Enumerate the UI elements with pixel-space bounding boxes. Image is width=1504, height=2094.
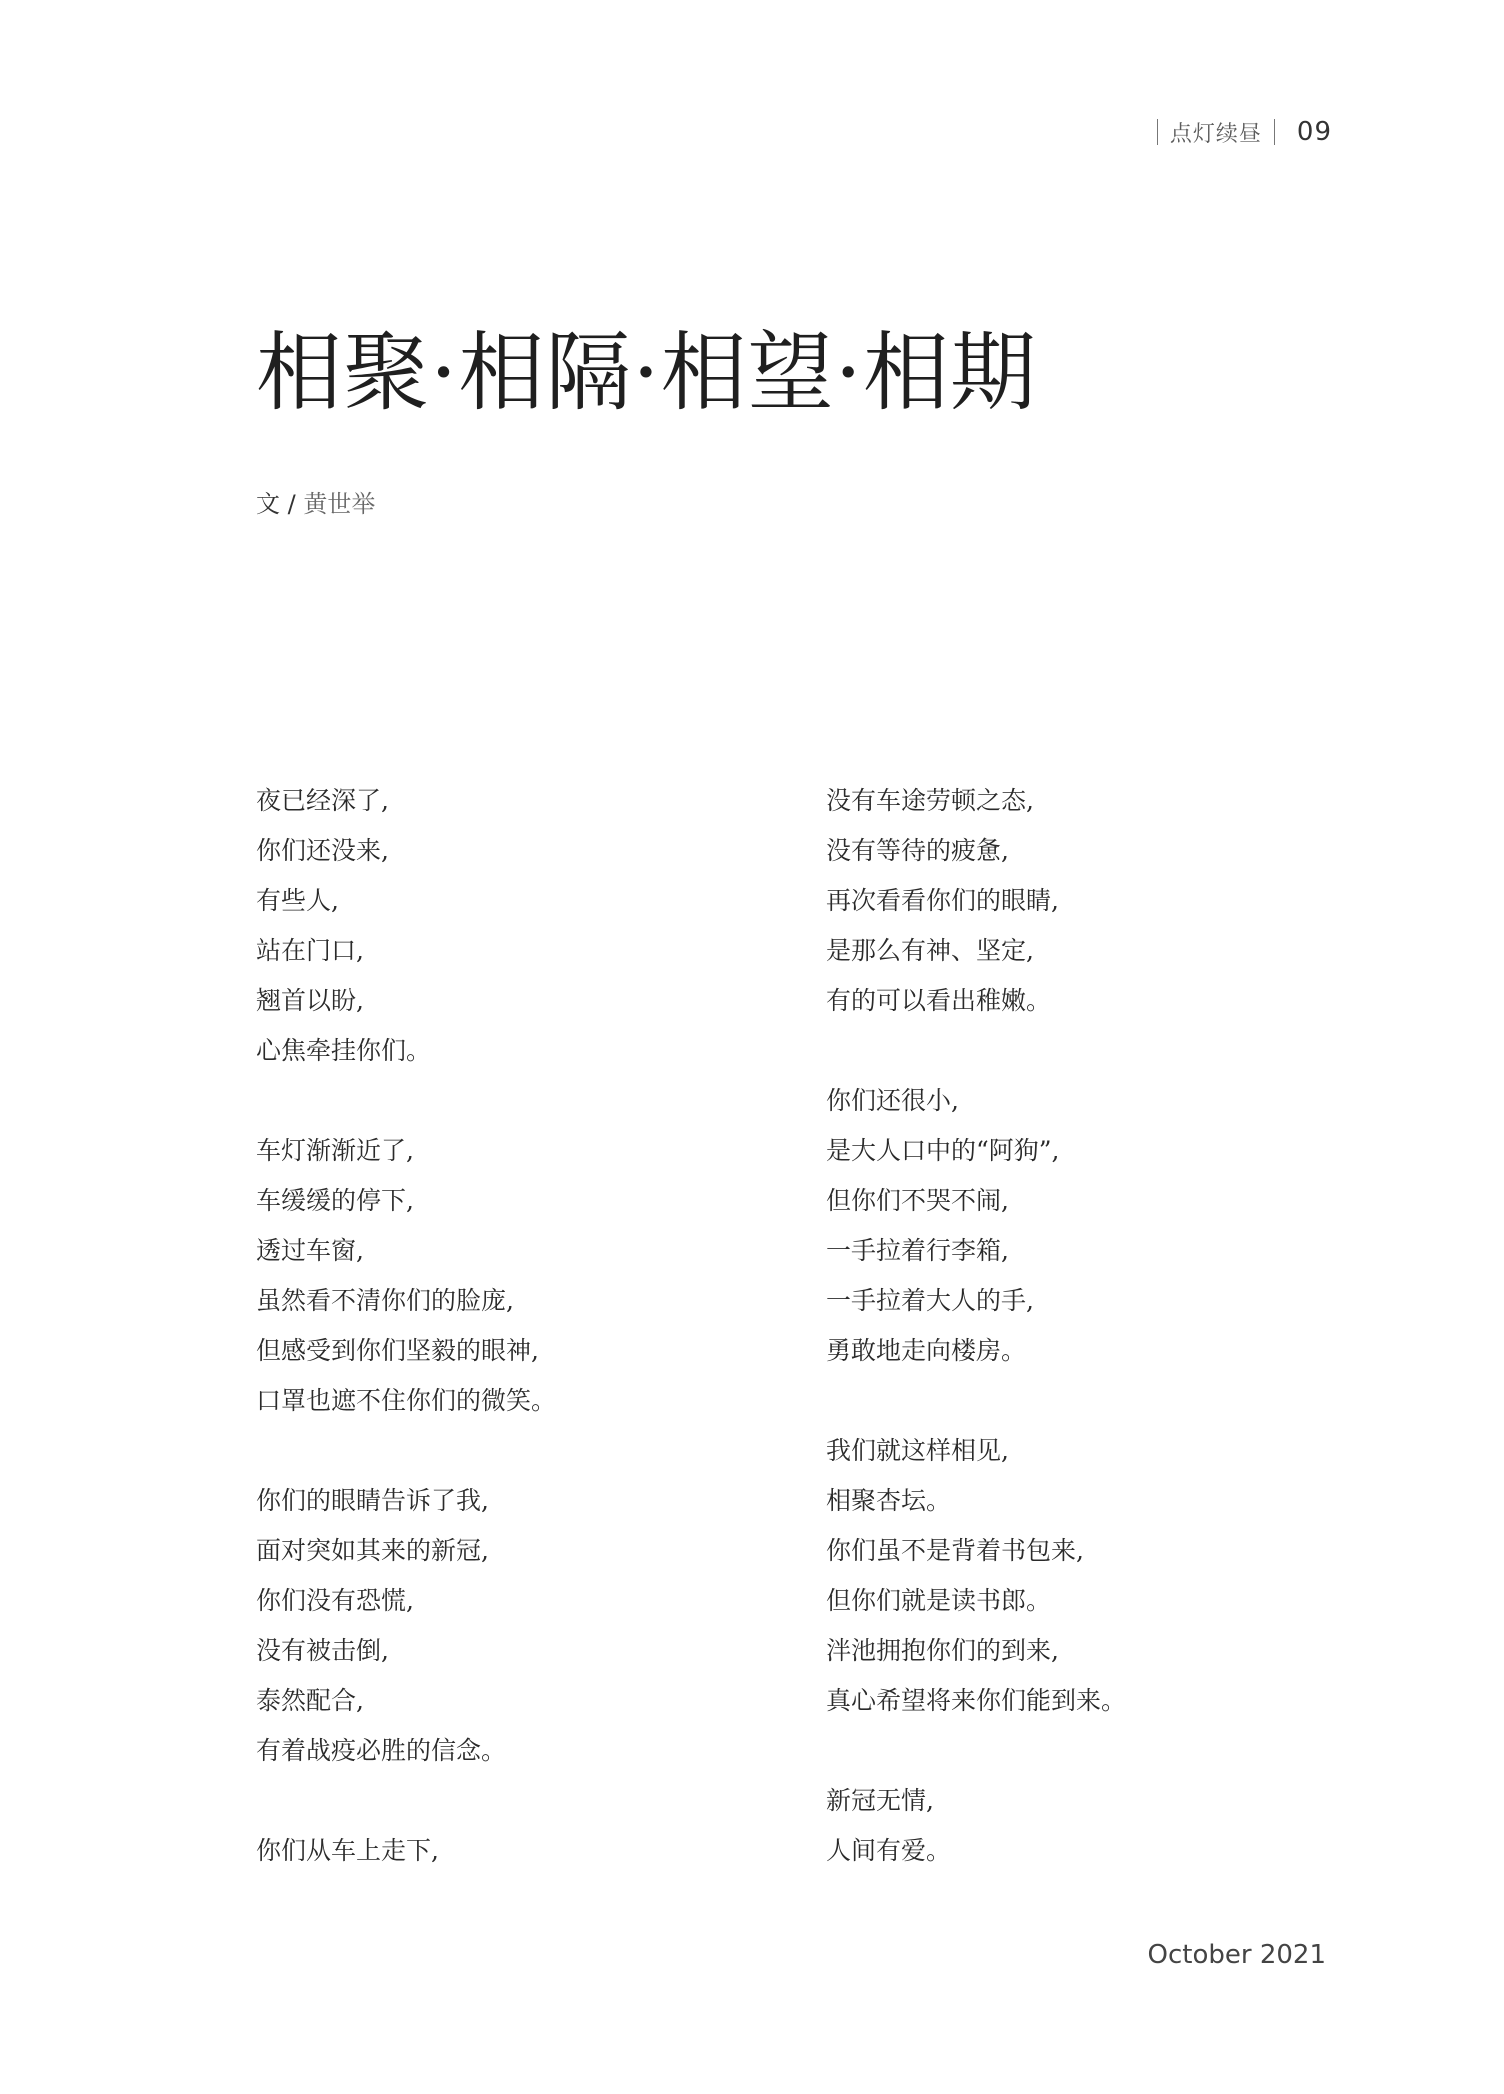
poem-line: 真心希望将来你们能到来。 [826, 1686, 1127, 1715]
poem-line: 但你们不哭不闹, [826, 1186, 1009, 1215]
poem-stanza [256, 1476, 776, 1776]
poem-line: 你们还没来, [256, 836, 389, 865]
poem-line: 一手拉着行李箱, [826, 1236, 1009, 1265]
poem-line: 泰然配合, [256, 1686, 364, 1715]
poem-line: 心焦牵挂你们。 [256, 1036, 432, 1065]
poem-line: 没有等待的疲惫, [826, 836, 1009, 865]
poem-line: 车缓缓的停下, [256, 1186, 414, 1215]
page-header [1157, 112, 1332, 152]
poem-line: 但你们就是读书郎。 [826, 1586, 1052, 1615]
poem-line: 翘首以盼, [256, 986, 364, 1015]
poem-line: 夜已经深了, [256, 786, 389, 815]
page-number: 09 [1296, 117, 1332, 147]
poem-stanza [826, 1076, 1346, 1376]
poem-column-right [826, 776, 1346, 1876]
issue-date: October 2021 [1147, 1940, 1326, 1970]
poem-line: 你们还很小, [826, 1086, 959, 1115]
poem-line: 没有车途劳顿之态, [826, 786, 1034, 815]
poem-line: 有着战疫必胜的信念。 [256, 1736, 507, 1765]
poem-line: 勇敢地走向楼房。 [826, 1336, 1027, 1365]
section-title: 点灯续昼 [1169, 121, 1262, 147]
poem-line: 你们的眼睛告诉了我, [256, 1486, 489, 1515]
poem-line: 是大人口中的“阿狗”, [826, 1136, 1060, 1165]
header-divider-left [1157, 119, 1158, 145]
poem-line: 但感受到你们坚毅的眼神, [256, 1336, 539, 1365]
poem-line: 你们从车上走下, [256, 1836, 439, 1865]
poem-stanza [826, 1426, 1346, 1726]
poem-stanza [256, 1126, 776, 1426]
poem-line: 口罩也遮不住你们的微笑。 [256, 1386, 557, 1415]
author-name: 黄世举 [303, 490, 376, 518]
poem-line: 你们没有恐慌, [256, 1586, 414, 1615]
poem-line: 虽然看不清你们的脸庞, [256, 1286, 514, 1315]
poem-stanza [256, 776, 776, 1076]
poem-line: 没有被击倒, [256, 1636, 389, 1665]
poem-line: 车灯渐渐近了, [256, 1136, 414, 1165]
poem-line: 人间有爱。 [826, 1836, 952, 1865]
poem-line: 新冠无情, [826, 1786, 934, 1815]
poem-stanza [826, 1776, 1346, 1876]
poem-line: 泮池拥抱你们的到来, [826, 1636, 1059, 1665]
poem-line: 你们虽不是背着书包来, [826, 1536, 1084, 1565]
poem-line: 是那么有神、坚定, [826, 936, 1034, 965]
poem-line: 有些人, [256, 886, 339, 915]
poem-stanza [256, 1826, 776, 1876]
poem-line: 有的可以看出稚嫩。 [826, 986, 1052, 1015]
poem-line: 我们就这样相见, [826, 1436, 1009, 1465]
byline [256, 484, 375, 519]
poem-line: 站在门口, [256, 936, 364, 965]
poem-line: 再次看看你们的眼睛, [826, 886, 1059, 915]
header-divider-right [1274, 119, 1275, 145]
poem-line: 一手拉着大人的手, [826, 1286, 1034, 1315]
poem-line: 面对突如其来的新冠, [256, 1536, 489, 1565]
byline-label: 文 / [256, 490, 296, 518]
poem-line: 透过车窗, [256, 1236, 364, 1265]
poem-column-left [256, 776, 776, 1876]
poem-line: 相聚杏坛。 [826, 1486, 952, 1515]
article-title: 相聚·相隔·相望·相期 [256, 323, 1038, 423]
poem-stanza [826, 776, 1346, 1026]
